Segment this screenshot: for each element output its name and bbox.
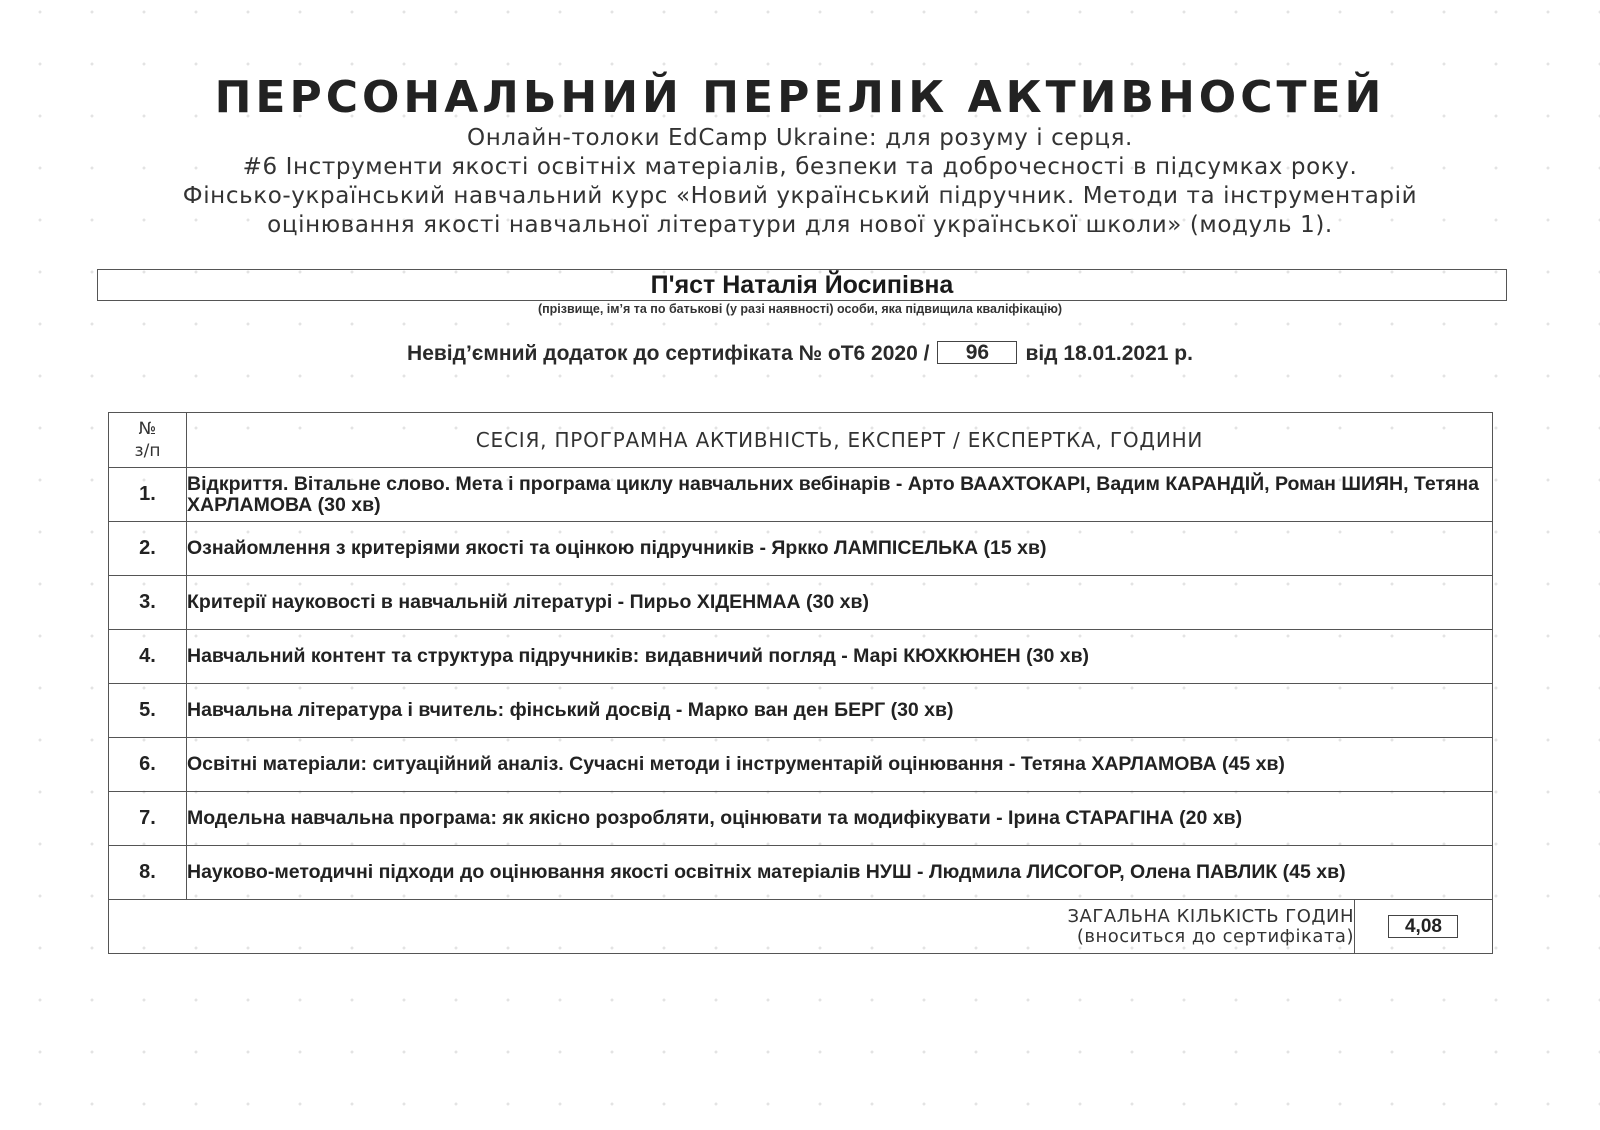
row-number: 2. — [109, 522, 187, 576]
row-number: 7. — [109, 792, 187, 846]
row-number: 5. — [109, 684, 187, 738]
certificate-line — [0, 340, 1600, 368]
table-row — [109, 846, 1493, 900]
header-number-symbol: № — [138, 419, 157, 439]
row-number: 8. — [109, 846, 187, 900]
table-row — [109, 576, 1493, 630]
subtitle-line-3: Фінсько-український навчальний курс «Новий український підручник. Методи та інструментарій — [182, 183, 1418, 209]
activities-table — [108, 412, 1493, 954]
row-activity: Науково-методичні підходи до оцінювання якості освітніх матеріалів НУШ - Людмила ЛИСОГОР, Олена ПАВЛИК (45 хв) — [187, 846, 1493, 900]
total-hours-note: (вноситься до сертифіката) — [1076, 925, 1354, 947]
person-name-caption: (прізвище, ім’я та по батькові (у разі наявності) особи, яка підвищила кваліфікацію) — [537, 302, 1063, 316]
table-header-row — [109, 413, 1493, 468]
total-hours-cell — [1354, 900, 1492, 954]
row-activity: Навчальна література і вчитель: фінський досвід - Марко ван ден БЕРГ (30 хв) — [187, 684, 1493, 738]
row-activity: Модельна навчальна програма: як якісно розробляти, оцінювати та модифікувати - Ірина СТАРАГІНА (20 хв) — [187, 792, 1493, 846]
header-number-abbr: з/п — [134, 441, 161, 461]
total-hours-title: ЗАГАЛЬНА КІЛЬКІСТЬ ГОДИН — [1067, 905, 1354, 927]
row-number: 4. — [109, 630, 187, 684]
subtitle-line-4: оцінювання якості навчальної літератури для нової української школи» (модуль 1). — [267, 212, 1333, 238]
total-hours-value: 4,08 — [1388, 915, 1458, 938]
person-name: П'яст Наталія Йосипівна — [650, 271, 954, 299]
header-number-column — [109, 413, 187, 468]
page-title: ПЕРСОНАЛЬНИЙ ПЕРЕЛІК АКТИВНОСТЕЙ — [214, 72, 1386, 123]
subtitle-line-2: #6 Інструменти якості освітніх матеріалів, безпеки та доброчесності в підсумках року. — [242, 154, 1358, 180]
subtitle-line-1: Онлайн-толоки EdCamp Ukraine: для розуму і серця. — [467, 125, 1133, 151]
table-row — [109, 630, 1493, 684]
table-row — [109, 792, 1493, 846]
certificate-prefix: Невід’ємний додаток до сертифіката № оТ6 2020 / — [407, 342, 930, 365]
row-activity: Освітні матеріали: ситуаційний аналіз. Сучасні методи і інструментарій оцінювання - Тетяна ХАРЛАМОВА (45 хв) — [187, 738, 1493, 792]
table-row — [109, 468, 1493, 522]
person-name-box — [97, 269, 1507, 301]
row-activity: Навчальний контент та структура підручників: видавничий погляд - Марі КЮХКЮНЕН (30 хв) — [187, 630, 1493, 684]
row-activity: Ознайомлення з критеріями якості та оцінкою підручників - Яркко ЛАМПІСЕЛЬКА (15 хв) — [187, 522, 1493, 576]
table-row — [109, 522, 1493, 576]
total-hours-label — [109, 900, 1355, 954]
row-activity: Відкриття. Вітальне слово. Мета і програма циклу навчальних вебінарів - Арто ВААХТОКАРІ, Вадим КАРАНДІЙ, Роман ШИЯН, Тетяна ХАРЛАМОВА (30 хв) — [187, 468, 1493, 522]
subtitle-block — [0, 124, 1600, 240]
header-activity-column: СЕСІЯ, ПРОГРАМНА АКТИВНІСТЬ, ЕКСПЕРТ / ЕКСПЕРТКА, ГОДИНИ — [187, 413, 1493, 468]
table-row — [109, 684, 1493, 738]
row-number: 6. — [109, 738, 187, 792]
certificate-suffix: від 18.01.2021 р. — [1025, 342, 1193, 365]
total-row — [109, 900, 1493, 954]
row-activity: Критерії науковості в навчальній літературі - Пирьо ХІДЕНМАА (30 хв) — [187, 576, 1493, 630]
row-number: 3. — [109, 576, 187, 630]
certificate-number: 96 — [937, 341, 1017, 364]
table-row — [109, 738, 1493, 792]
row-number: 1. — [109, 468, 187, 522]
